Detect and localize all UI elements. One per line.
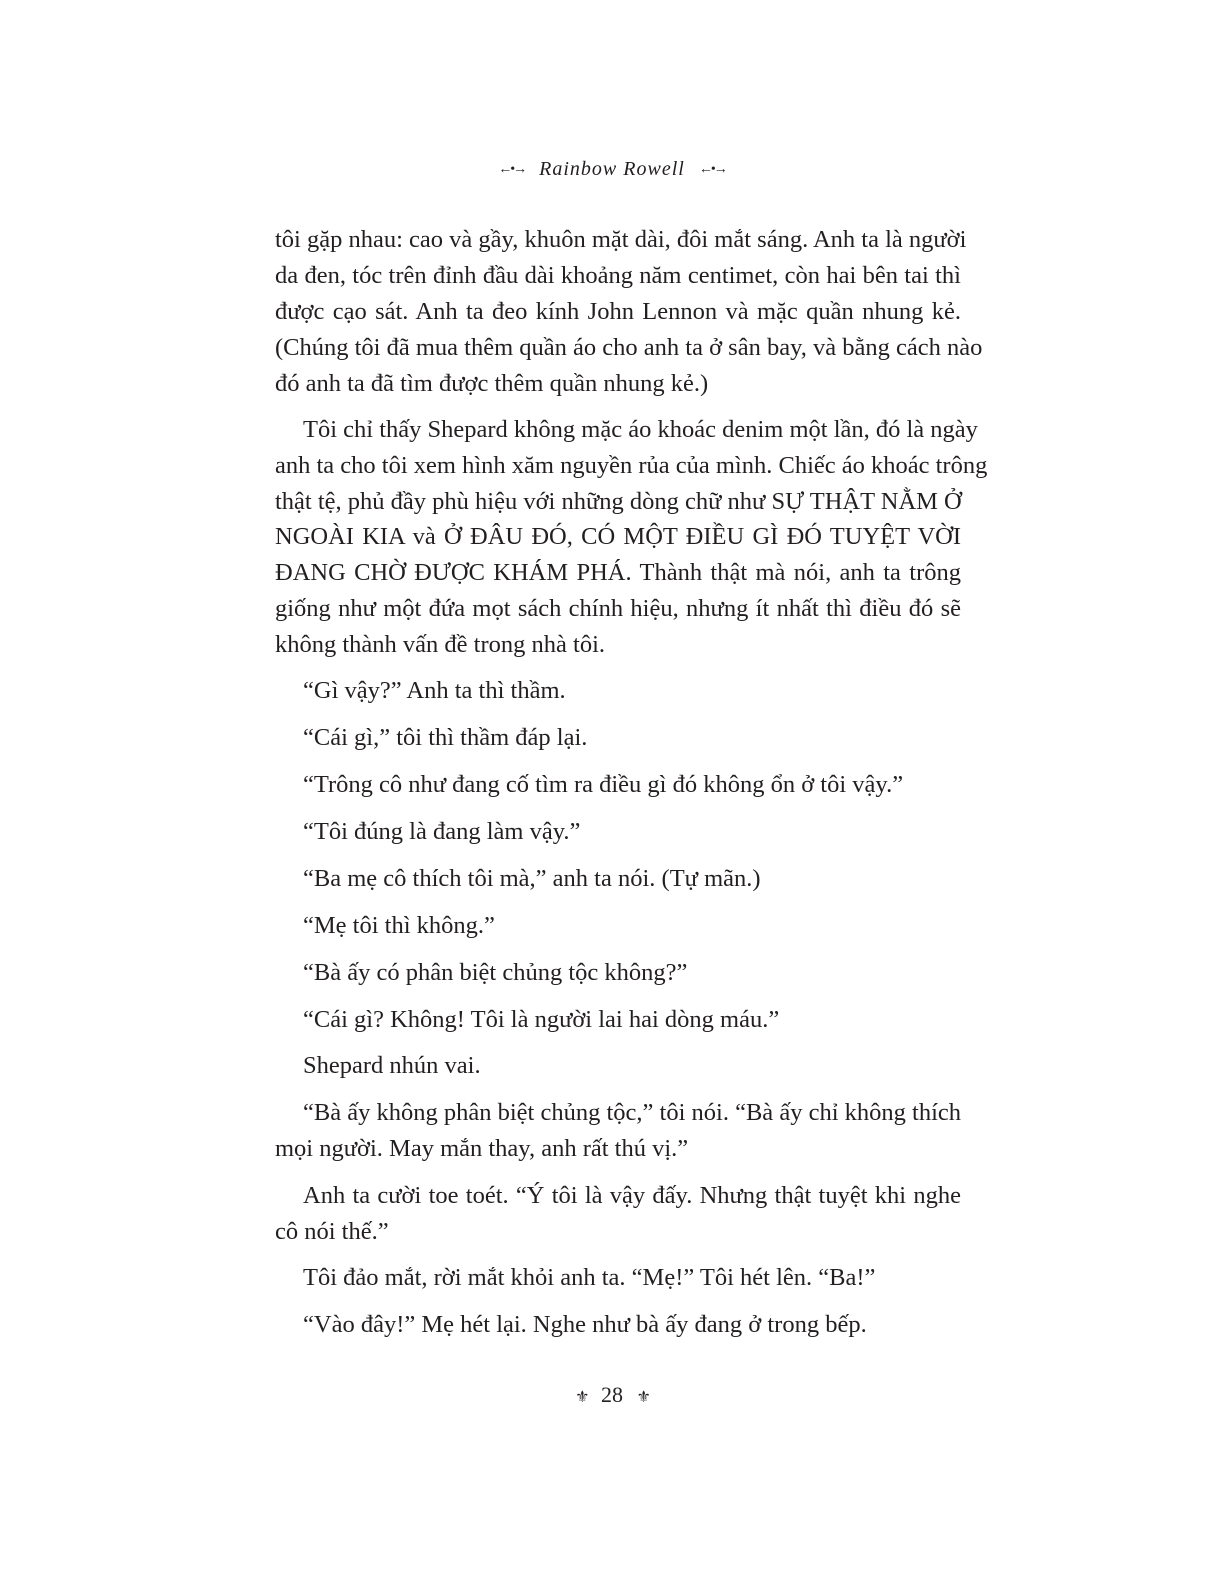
left-fleuron-icon: ⚜: [575, 1388, 588, 1406]
text-line: (Chúng tôi đã mua thêm quần áo cho anh ta ở sân bay, và bằng cách nào: [275, 334, 983, 361]
text-line: “Trông cô như đang cố tìm ra điều gì đó không ổn ở tôi vậy.”: [303, 771, 904, 798]
text-line: không thành vấn đề trong nhà tôi.: [275, 631, 606, 658]
text-line: ĐANG CHỜ ĐƯỢC KHÁM PHÁ. Thành thật mà nói, anh ta trông: [275, 559, 961, 586]
text-line: cô nói thế.”: [275, 1218, 389, 1245]
text-line: đó anh ta đã tìm được thêm quần nhung kẻ.): [275, 370, 709, 397]
text-line: anh ta cho tôi xem hình xăm nguyền rủa của mình. Chiếc áo khoác trông: [275, 452, 988, 479]
right-ornament-icon: ←•→: [698, 162, 726, 178]
text-line: “Bà ấy không phân biệt chủng tộc,” tôi nói. “Bà ấy chỉ không thích: [303, 1099, 961, 1126]
text-line: Tôi đảo mắt, rời mắt khỏi anh ta. “Mẹ!” Tôi hét lên. “Ba!”: [303, 1264, 876, 1291]
text-line: “Tôi đúng là đang làm vậy.”: [303, 818, 581, 845]
text-line: “Cái gì? Không! Tôi là người lai hai dòng máu.”: [303, 1006, 780, 1033]
text-line: “Mẹ tôi thì không.”: [303, 912, 495, 939]
page-footer: [0, 1382, 1224, 1408]
left-ornament-icon: ←•→: [498, 162, 526, 178]
text-line: da đen, tóc trên đỉnh đầu dài khoảng năm centimet, còn hai bên tai thì: [275, 262, 961, 289]
text-line: được cạo sát. Anh ta đeo kính John Lennon và mặc quần nhung kẻ.: [275, 298, 961, 325]
page-number: 28: [601, 1382, 623, 1407]
text-line: mọi người. May mắn thay, anh rất thú vị.”: [275, 1135, 689, 1162]
text-line: “Bà ấy có phân biệt chủng tộc không?”: [303, 959, 688, 986]
text-line: “Gì vậy?” Anh ta thì thầm.: [303, 677, 566, 704]
author-name: Rainbow Rowell: [539, 158, 685, 180]
text-line: “Cái gì,” tôi thì thầm đáp lại.: [303, 724, 588, 751]
text-line: NGOÀI KIA và Ở ĐÂU ĐÓ, CÓ MỘT ĐIỀU GÌ ĐÓ TUYỆT VỜI: [275, 523, 961, 550]
running-header: [0, 158, 1224, 181]
text-line: thật tệ, phủ đầy phù hiệu với những dòng chữ như SỰ THẬT NẰM Ở: [275, 488, 962, 515]
text-line: Tôi chỉ thấy Shepard không mặc áo khoác denim một lần, đó là ngày: [303, 416, 978, 443]
text-line: “Vào đây!” Mẹ hét lại. Nghe như bà ấy đang ở trong bếp.: [303, 1311, 867, 1338]
text-line: giống như một đứa mọt sách chính hiệu, nhưng ít nhất thì điều đó sẽ: [275, 595, 961, 622]
text-line: “Ba mẹ cô thích tôi mà,” anh ta nói. (Tự mãn.): [303, 865, 761, 892]
text-line: tôi gặp nhau: cao và gầy, khuôn mặt dài, đôi mắt sáng. Anh ta là người: [275, 226, 967, 253]
text-line: Anh ta cười toe toét. “Ý tôi là vậy đấy. Nhưng thật tuyệt khi nghe: [303, 1182, 961, 1209]
text-line: Shepard nhún vai.: [303, 1052, 481, 1079]
right-fleuron-icon: ⚜: [636, 1388, 649, 1406]
